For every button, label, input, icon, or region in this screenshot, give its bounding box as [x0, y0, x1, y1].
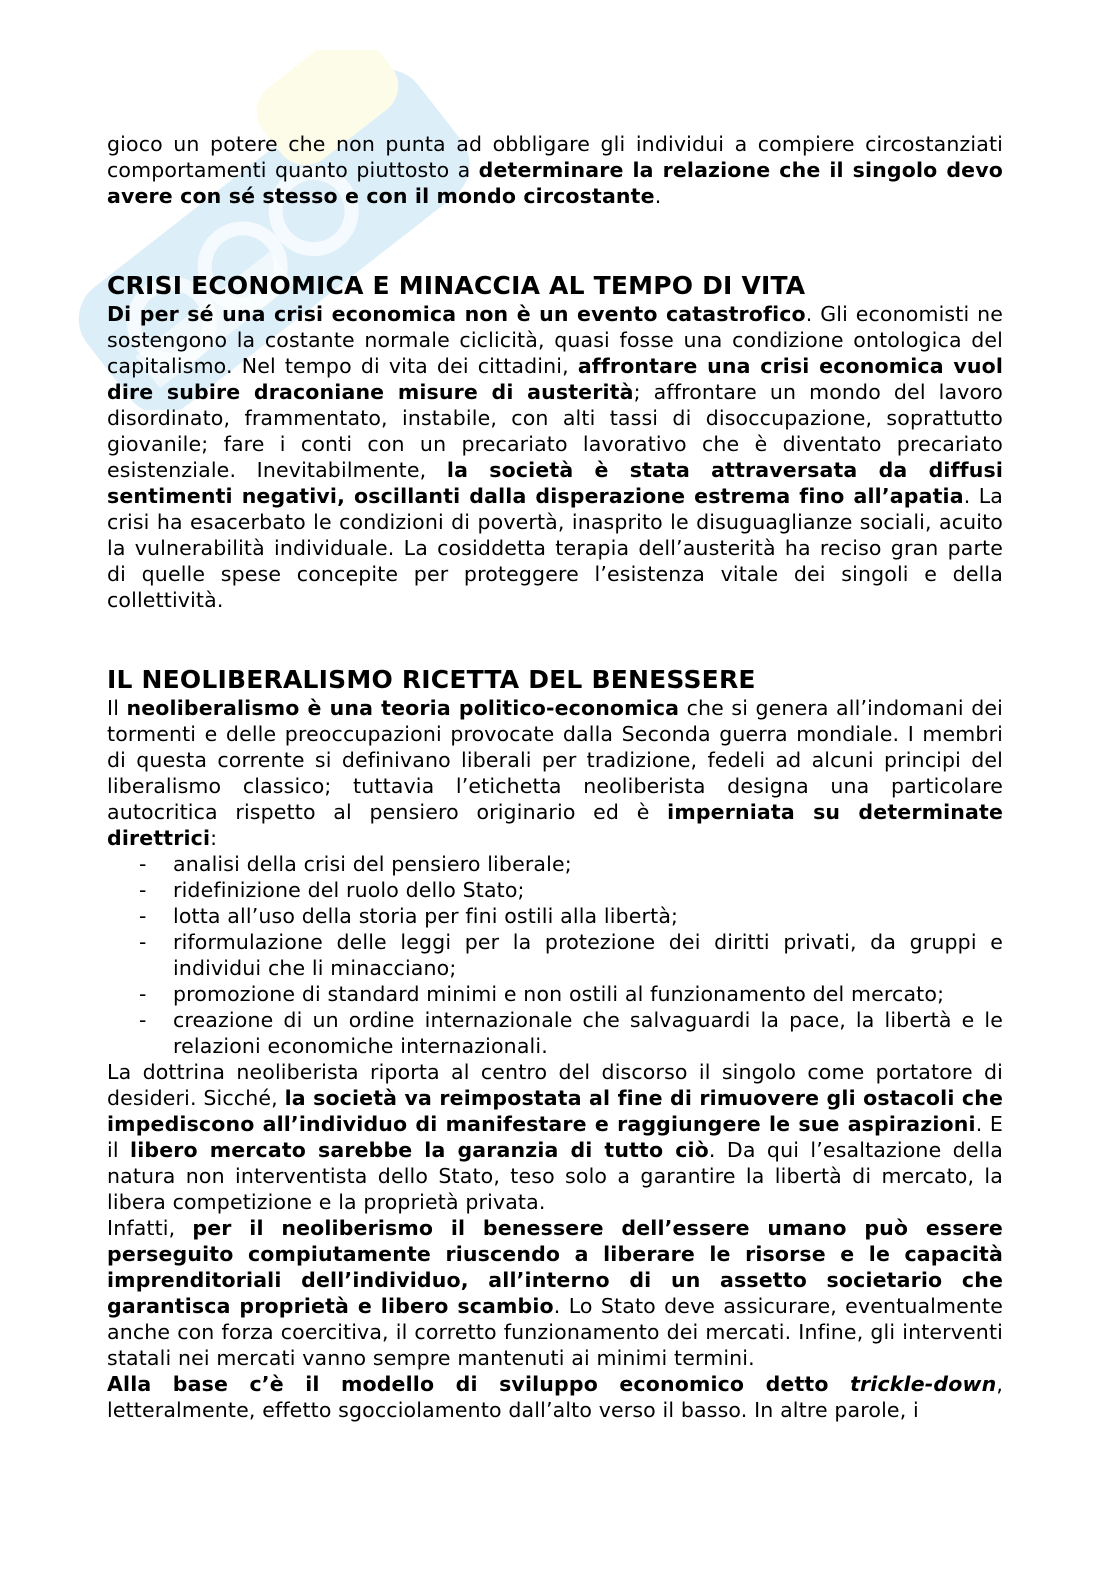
neo-p1-bold-2: imperniata su determinate direttrici [107, 800, 1003, 850]
list-item [107, 851, 1003, 877]
dash-bullet: - [139, 878, 147, 902]
list-item [107, 877, 1003, 903]
crisi-text-2: ; affrontare un mondo del lavoro disordinato, frammentato, instabile, con alti tassi di disoccupazione, soprattutto giovanile; fare i conti con un precariato lavorativo che è diventato precariato esistenziale. Inevitabilmente, [107, 380, 1003, 482]
neo-p4-text-1: , letteralmente, effetto sgocciolamento dall’alto verso il basso. In altre parole, i [107, 1372, 1003, 1422]
neo-p1-text-1: che si genera all’indomani dei tormenti e delle preoccupazioni provocate dalla Seconda guerra mondiale. I membri di questa corrente si definivano liberali per tradizione, fedeli ad alcuni principi del liberalismo classico; tuttavia l’etichetta neoliberista designa una particolare autocritica rispetto al pensiero originario ed è [107, 696, 1003, 824]
section-title-neoliberalismo: IL NEOLIBERALISMO RICETTA DEL BENESSERE [107, 665, 756, 694]
neo-p2-bold-1: la società va reimpostata al fine di rimuovere gli ostacoli che impediscono all’individuo di manifestare e raggiungere le sue aspirazioni [107, 1086, 1003, 1136]
list-item-text: analisi della crisi del pensiero liberale; [173, 852, 572, 876]
neo-p4-bold-1: Alla base c’è il modello di sviluppo economico detto [107, 1372, 851, 1396]
neo-p3-bold-1: per il neoliberismo il benessere dell’essere umano può essere perseguito compiutamente riuscendo a liberare le risorse e le capacità imprenditoriali dell’individuo, all’interno di un assetto societario che garantisca proprietà e libero scambio [107, 1216, 1003, 1318]
neo-p1-bold-1: neoliberalismo è una teoria politico-economica [126, 696, 680, 720]
dash-bullet: - [139, 1008, 147, 1032]
list-item [107, 929, 1003, 981]
intro-text: gioco un potere che non punta ad obbligare gli individui a compiere circostanziati comportamenti quanto piuttosto a [107, 132, 1003, 182]
direttrici-list [107, 851, 1003, 1059]
crisi-paragraph [107, 301, 1003, 613]
dash-bullet: - [139, 982, 147, 1006]
intro-end: . [654, 184, 662, 208]
intro-paragraph [107, 131, 1003, 209]
neo-p2-text-1: . E il [107, 1112, 1004, 1162]
neo-paragraph-2 [107, 1059, 1003, 1215]
neo-p1-text-2: : [210, 826, 218, 850]
list-item-text: lotta all’uso della storia per fini ostili alla libertà; [173, 904, 679, 928]
dash-bullet: - [139, 904, 147, 928]
neo-paragraph-1 [107, 695, 1003, 851]
crisi-bold-3: la società è stata attraversata da diffusi sentimenti negativi, oscillanti dalla disperazione estrema fino all’apatia [107, 458, 1003, 508]
dash-bullet: - [139, 852, 147, 876]
list-item [107, 981, 1003, 1007]
list-item [107, 1007, 1003, 1059]
neo-p2-bold-2: libero mercato sarebbe la garanzia di tutto ciò [130, 1138, 709, 1162]
intro-bold: determinare la relazione che il singolo devo avere con sé stesso e con il mondo circostante [107, 158, 1003, 208]
neo-p2-text-2: . Da qui l’esaltazione della natura non interventista dello Stato, teso solo a garantire la libertà di mercato, la libera competizione e la proprietà privata. [107, 1138, 1004, 1214]
section-title-crisi: CRISI ECONOMICA E MINACCIA AL TEMPO DI VITA [107, 271, 806, 300]
neo-p3-text-0: Infatti, [107, 1216, 193, 1240]
neo-p2-text-0: La dottrina neoliberista riporta al centro del discorso il singolo come portatore di desideri. Sicché, [107, 1060, 1003, 1110]
crisi-text-3: . La crisi ha esacerbato le condizioni di povertà, inasprito le disuguaglianze sociali, acuito la vulnerabilità individuale. La cosiddetta terapia dell’austerità ha reciso gran parte di quelle spese concepite per proteggere l’esistenza vitale dei singoli e della collettività. [107, 484, 1003, 612]
dash-bullet: - [139, 930, 147, 954]
neo-p1-text-0: Il [107, 696, 127, 720]
crisi-text-1: . Gli economisti ne sostengono la costante normale ciclicità, quasi fosse una condizione ontologica del capitalismo. Nel tempo di vita dei cittadini, [107, 302, 1003, 378]
list-item-text: riformulazione delle leggi per la protezione dei diritti privati, da gruppi e individui che li minacciano; [173, 930, 1003, 980]
list-item [107, 903, 1003, 929]
neo-paragraph-3 [107, 1215, 1003, 1371]
neo-p4-bold-italic: trickle-down [850, 1372, 997, 1396]
crisi-bold-1: Di per sé una crisi economica non è un evento catastrofico [107, 302, 806, 326]
document-page [107, 131, 1003, 1423]
list-item-text: creazione di un ordine internazionale che salvaguardi la pace, la libertà e le relazioni economiche internazionali. [173, 1008, 1003, 1058]
neo-paragraph-4 [107, 1371, 1003, 1423]
crisi-bold-2: affrontare una crisi economica vuol dire subire draconiane misure di austerità [107, 354, 1004, 404]
neo-p3-text-1: . Lo Stato deve assicurare, eventualmente anche con forza coercitiva, il corretto funzionamento dei mercati. Infine, gli interventi statali nei mercati vanno sempre mantenuti ai minimi termini. [107, 1294, 1003, 1370]
list-item-text: promozione di standard minimi e non ostili al funzionamento del mercato; [173, 982, 945, 1006]
list-item-text: ridefinizione del ruolo dello Stato; [173, 878, 525, 902]
